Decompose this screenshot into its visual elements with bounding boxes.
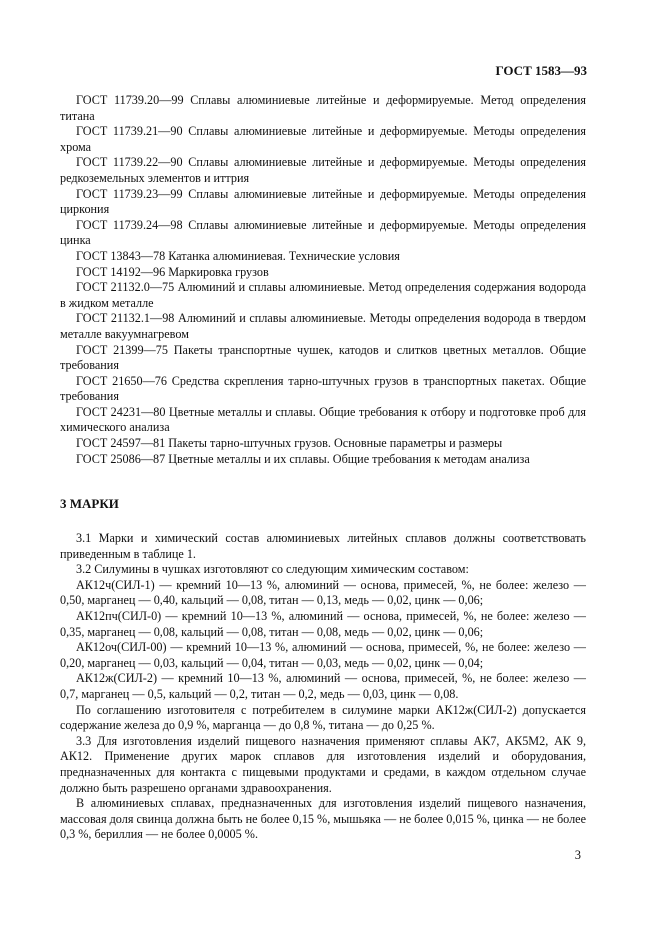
paragraph: 3.3 Для изготовления изделий пищевого назначения применяют сплавы АК7, АК5М2, АК 9, АК12. Применение других марок сплавов для изготовления изделий и оборудования, предназначенных для контакта с пищевыми продуктами и средами, в каждом отдельном случае должно быть разрешено органами здравоохранения. [60, 733, 586, 795]
reference-item: ГОСТ 13843—78 Катанка алюминиевая. Технические условия [76, 248, 400, 263]
paragraph: АК12пч(СИЛ-0) — кремний 10—13 %, алюминий — основа, примесей, %, не более: железо — 0,35, марганец — 0,08, кальций — 0,08, титан — 0,08, медь — 0,02, цинк — 0,06; [60, 608, 586, 639]
reference-item: ГОСТ 24597—81 Пакеты тарно-штучных грузов. Основные параметры и размеры [76, 436, 503, 451]
paragraph: АК12оч(СИЛ-00) — кремний 10—13 %, алюминий — основа, примесей, %, не более: железо — 0,20, марганец — 0,03, кальций — 0,04, титан — 0,03, медь — 0,02, цинк — 0,04; [60, 640, 586, 670]
reference-item: ГОСТ 24231—80 Цветные металлы и сплавы. Общие требования к отбору и подготовке проб для химического анализа [60, 404, 586, 435]
reference-item: ГОСТ 11739.24—98 Сплавы алюминиевые литейные и деформируемые. Методы определения цинка [60, 217, 586, 248]
page-number: 3 [574, 848, 581, 862]
paragraph: В алюминиевых сплавах, предназначенных для изготовления изделий пищевого назначения, массовая доля свинца должна быть не более 0,15 %, мышьяка — не более 0,015 %, цинка — не более 0,3 %, бериллия — не более 0,0005 %. [60, 796, 586, 842]
paragraph: 3.2 Силумины в чушках изготовляют со следующим химическим составом: [76, 562, 469, 577]
reference-item: ГОСТ 11739.22—90 Сплавы алюминиевые литейные и деформируемые. Методы определения редкоземельных элементов и иттрия [60, 155, 586, 185]
document-code-header: ГОСТ 1583—93 [495, 63, 587, 78]
reference-item: ГОСТ 11739.23—99 Сплавы алюминиевые литейные и деформируемые. Методы определения циркония [60, 186, 586, 217]
paragraph: АК12ч(СИЛ-1) — кремний 10—13 %, алюминий — основа, примесей, %, не более: железо — 0,50, марганец — 0,40, кальций — 0,08, титан — 0,13, медь — 0,02, цинк — 0,06; [60, 577, 586, 608]
paragraph: АК12ж(СИЛ-2) — кремний 10—13 %, алюминий — основа, примесей, %, не более: железо — 0,7, марганец — 0,5, кальций — 0,2, титан — 0,2, медь — 0,03, цинк — 0,08. [60, 671, 586, 701]
reference-item: ГОСТ 21132.0—75 Алюминий и сплавы алюминиевые. Метод определения содержания водорода в жидком металле [60, 280, 586, 310]
reference-item: ГОСТ 21650—76 Средства скрепления тарно-штучных грузов в транспортных пакетах. Общие требования [60, 373, 586, 404]
reference-item: ГОСТ 11739.20—99 Сплавы алюминиевые литейные и деформируемые. Метод определения титана [60, 93, 586, 123]
paragraph: По соглашению изготовителя с потребителем в силумине марки АК12ж(СИЛ-2) допускается содержание железа до 0,9 %, марганца — до 0,8 %, титана — до 0,25 %. [60, 702, 586, 733]
reference-item: ГОСТ 21399—75 Пакеты транспортные чушек, катодов и слитков цветных металлов. Общие требования [60, 342, 586, 373]
normative-references-list [60, 93, 586, 467]
section-title: 3 МАРКИ [60, 496, 119, 511]
reference-item: ГОСТ 11739.21—90 Сплавы алюминиевые литейные и деформируемые. Методы определения хрома [60, 124, 586, 154]
paragraph: 3.1 Марки и химический состав алюминиевых литейных сплавов должны соответствовать приведенным в таблице 1. [60, 531, 586, 561]
reference-item: ГОСТ 21132.1—98 Алюминий и сплавы алюминиевые. Методы определения водорода в твердом металле вакуумнагревом [60, 311, 586, 341]
reference-item: ГОСТ 25086—87 Цветные металлы и их сплавы. Общие требования к методам анализа [76, 451, 530, 466]
reference-item: ГОСТ 14192—96 Маркировка грузов [76, 264, 269, 279]
section-body [60, 531, 586, 843]
